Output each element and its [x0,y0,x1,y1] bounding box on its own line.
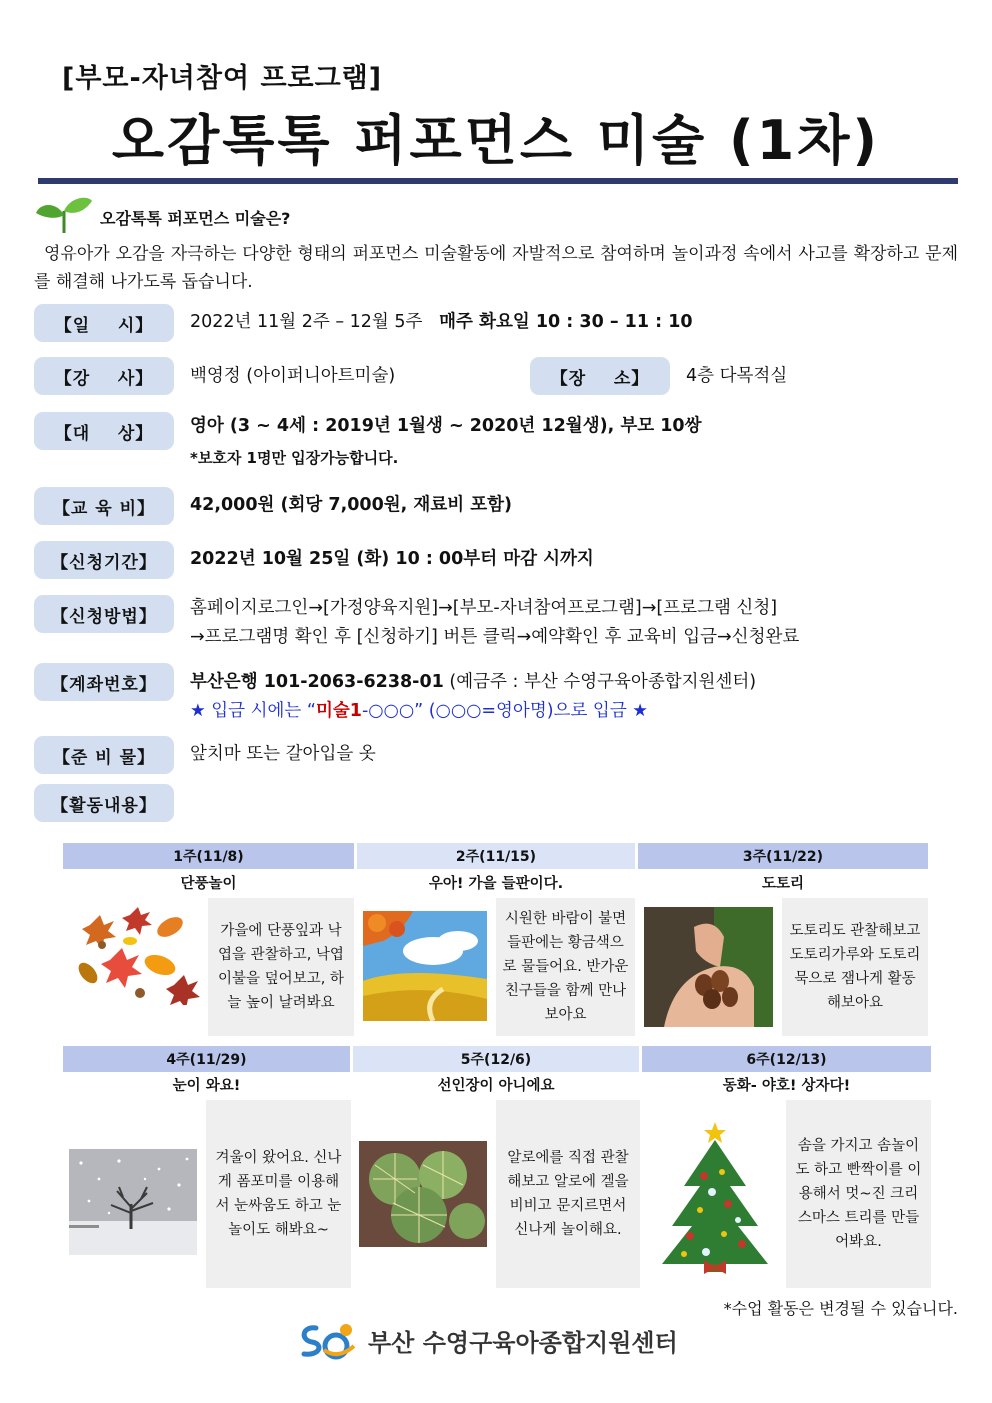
week-6-header: 6주(12/13) [642,1046,931,1072]
account-label: 【계좌번호】 [34,663,174,701]
cactus-image [359,1141,487,1247]
target-note-text: *보호자 1명만 입장가능합니다. [190,449,399,467]
target-note [190,444,398,472]
week-2-desc: 시원한 바람이 불면 들판에는 황금색으로 물들어요. 반가운 친구들을 함께 만나보아요 [496,898,635,1036]
acorns-image [644,907,773,1027]
week-5-desc: 알로에를 직접 관찰해보고 알로에 겔을 비비고 문지르면서 신나게 놀이해요. [496,1100,640,1288]
week-3-desc: 도토리도 관찰해보고 도토리가루와 도토리묵으로 잼나게 활동해보아요 [782,898,928,1036]
teacher-label: 【강 사】 [34,357,174,395]
week-3-header: 3주(11/22) [638,843,928,869]
deposit-prefix: ★ 입금 시에는 “ [190,701,316,721]
period-value [190,545,594,573]
fee-value [190,491,512,519]
week-5-header: 5주(12/6) [353,1046,639,1072]
week-4-title: 눈이 와요! [172,1077,241,1094]
sprout-icon [34,193,94,235]
period-label: 【신청기간】 [34,541,174,579]
deposit-suffix: -○○○” (○○○=영아명)으로 입금 ★ [361,701,648,721]
week-6-title: 동화- 야호! 상자다! [722,1077,851,1094]
date-label: 【일 시】 [34,304,174,342]
deposit-instruction [190,697,648,725]
method-label: 【신청방법】 [34,595,174,633]
change-notice: *수업 활동은 변경될 수 있습니다. [723,1299,958,1318]
fee-label: 【교 육 비】 [34,487,174,525]
deposit-code-art: 미술 [315,701,350,721]
prep-value: 앞치마 또는 갈아입을 옷 [190,744,376,764]
autumn-leaves-image [70,905,202,1005]
deposit-code-num: 1 [349,701,362,721]
week-2-title: 우아! 가을 들판이다. [428,875,564,892]
fee-text: 42,000원 (회당 7,000원, 재료비 포함) [190,495,513,515]
method-line-1: 홈페이지로그인→[가정양육지원]→[부모-자녀참여프로그램]→[프로그램 신청] [190,598,778,618]
footer [296,1318,716,1362]
week-6-desc: 솜을 가지고 솜놀이도 하고 빤짝이를 이용해서 멋~진 크리스마스 트리를 만들어봐요. [786,1100,931,1288]
week-2-header: 2주(11/15) [357,843,635,869]
page-title: 오감톡톡 퍼포먼스 미술 (1차) [111,109,881,172]
golden-field-image [363,911,487,1021]
snow-tree-image [69,1149,197,1255]
week-3-title: 도토리 [761,875,805,892]
target-value [190,412,702,440]
account-holder: (예금주 : 부산 수영구육아종합지원센터) [449,672,757,692]
date-range: 2022년 11월 2주 – 12월 5주 [190,312,423,332]
christmas-tree-image [654,1116,776,1276]
period-text: 2022년 10월 25일 (화) 10 : 00부터 마감 시까지 [190,549,594,569]
method-line-2: →프로그램명 확인 후 [신청하기] 버튼 클릭→예약확인 후 교육비 입금→신청완료 [190,627,800,647]
place-value: 4층 다목적실 [686,366,788,386]
center-logo-icon [296,1320,360,1360]
account-bank: 부산은행 101-2063-6238-01 [190,672,444,692]
date-weekly-time: 매주 화요일 10 : 30 – 11 : 10 [439,312,693,332]
activity-label: 【활동내용】 [34,784,174,822]
target-label: 【대 상】 [34,412,174,450]
account-value [190,668,756,696]
teacher-value: 백영정 (아이퍼니아트미술) [190,366,396,386]
week-1-title: 단풍놀이 [180,875,237,892]
week-4-desc: 겨울이 왔어요. 신나게 폼포미를 이용해서 눈싸움도 하고 눈놀이도 해봐요~ [206,1100,351,1288]
intro-text: 영유아가 오감을 자극하는 다양한 형태의 퍼포먼스 미술활동에 자발적으로 참여하며 놀이과정 속에서 사고를 확장하고 문제를 해결해 나가도록 돕습니다. [34,244,958,292]
place-label: 【장 소】 [530,357,670,395]
week-4-header: 4주(11/29) [63,1046,350,1072]
week-1-desc: 가을에 단풍잎과 낙엽을 관찰하고, 낙엽이불을 덮어보고, 하늘 높이 날려봐요 [208,898,354,1036]
program-subtitle: [부모-자녀참여 프로그램] [62,63,383,94]
prep-label: 【준 비 물】 [34,736,174,774]
date-value [190,308,693,336]
target-text: 영아 (3 ~ 4세 : 2019년 1월생 ~ 2020년 12월생), 부모 10쌍 [190,416,702,436]
week-5-title: 선인장이 아니에요 [437,1077,555,1094]
footer-org-name: 부산 수영구육아종합지원센터 [368,1328,678,1357]
title-divider [38,178,958,184]
week-1-header: 1주(11/8) [63,843,354,869]
intro-heading: 오감톡톡 퍼포먼스 미술은? [100,209,291,228]
